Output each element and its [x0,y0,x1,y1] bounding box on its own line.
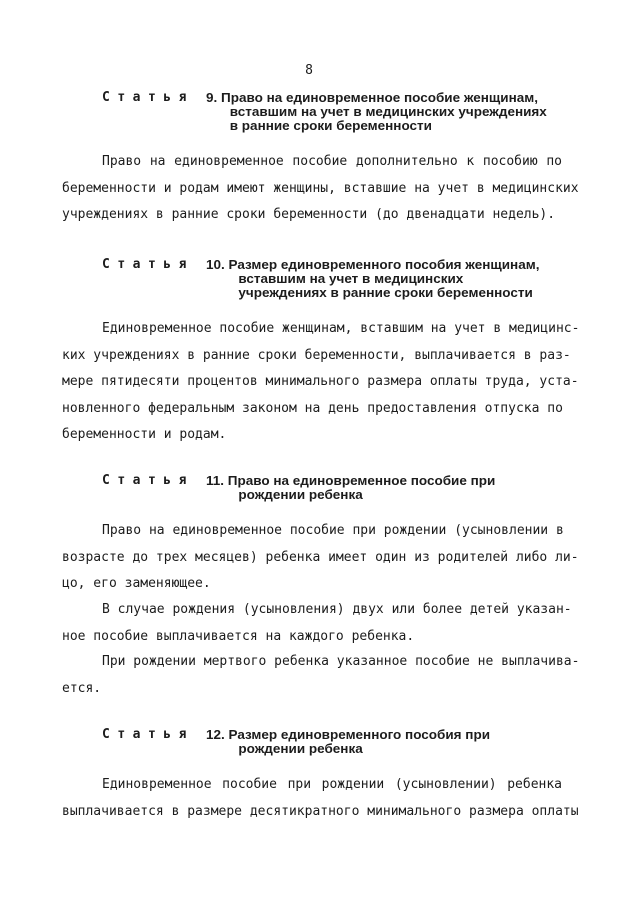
text-line: учреждениях в ранние сроки беременности (до двенадцати недель). [62,207,556,222]
article-11-heading [102,474,572,504]
article-number: 9. [206,91,218,105]
article-label: Статья [102,727,194,742]
text-line: выплачивается в размере десятикратного минимального размера оплаты [62,803,579,819]
article-11-paragraph-2 [62,597,572,650]
title-line: Право на единовременное пособие при [227,474,496,488]
article-label: Статья [102,257,194,272]
page-number: 8 [305,63,313,78]
title-line: Право на единовременное пособие женщинам, [221,91,539,105]
article-11-paragraph-1 [62,518,579,598]
title-line: учреждениях в ранние сроки беременности [238,286,533,300]
article-11-paragraph-3 [62,649,580,702]
text-line: цо, его заменяющее. [62,576,211,591]
title-line: Размер единовременного пособия женщинам, [228,258,540,272]
article-12-title [206,728,490,756]
text-line: Единовременное пособие при рождении (усыновлении) ребенка [102,777,562,792]
article-number: 12. [206,728,225,742]
title-line: рождении ребенка [238,742,363,756]
text-line: возрасте до трех месяцев) ребенка имеет один из родителей либо ли- [62,549,579,565]
text-line: ких учреждениях в ранние сроки беременности, выплачивается в раз- [62,347,571,363]
title-line: вставшим на учет в медицинских учреждениях [229,105,547,119]
article-label: Статья [102,90,194,105]
text-line: беременности и родам. [62,427,227,442]
article-12-paragraph-1 [62,772,579,825]
text-line: мере пятидесяти процентов минимального размера оплаты труда, уста- [62,374,579,389]
text-line: При рождении мертвого ребенка указанное пособие не выплачива- [102,654,580,669]
article-9-title [206,91,547,133]
article-10-title [206,258,539,300]
article-9-paragraph-1 [62,149,579,229]
article-number: 11. [206,474,225,488]
text-line: В случае рождения (усыновления) двух или более детей указан- [102,602,572,617]
article-12-heading [102,728,572,758]
article-label: Статья [102,473,194,488]
article-9-heading [102,91,572,135]
text-line: Единовременное пособие женщинам, вставшим на учет в медицинс- [102,321,580,336]
text-line: Право на единовременное пособие при рождении (усыновлении в [102,523,564,538]
text-line: Право на единовременное пособие дополнительно к пособию по [102,154,562,169]
text-line: беременности и родам имеют женщины, вставшие на учет в медицинских [62,180,579,196]
article-10-heading [102,258,572,302]
article-10-paragraph-1 [62,316,580,449]
article-11-title [206,474,495,502]
text-line: новленного федеральным законом на день предоставления отпуска по [62,400,563,416]
article-number: 10. [206,258,225,272]
text-line: ное пособие выплачивается на каждого ребенка. [62,628,415,644]
title-line: в ранние сроки беременности [229,119,432,133]
title-line: рождении ребенка [238,488,363,502]
title-line: вставшим на учет в медицинских [238,272,464,286]
title-line: Размер единовременного пособия при [228,728,491,742]
text-line: ется. [62,680,102,696]
